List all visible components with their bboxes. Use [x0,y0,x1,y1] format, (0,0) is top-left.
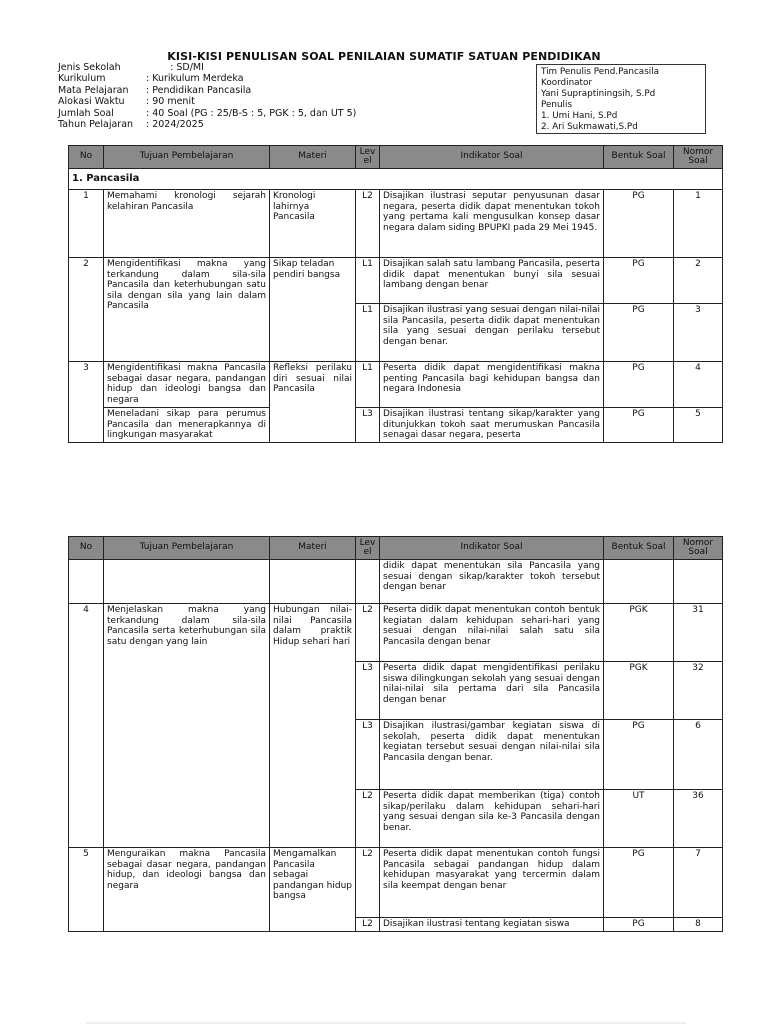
cell-level: L3 [356,408,380,443]
cell-materi [270,560,356,604]
cell-tujuan [104,560,270,604]
cell-nomor: 5 [674,408,723,443]
cell-materi: Refleksi perilaku diri sesuai nilai Pancasila [270,362,356,443]
cell-level: L1 [356,362,380,408]
document-meta [58,62,356,130]
cell-indikator: Peserta didik dapat mengidentifikasi perilaku siswa dilingkungan sekolah yang sesuai dengan nilai-nilai sila pertama dari sila Pancasila dengan benar [380,662,604,720]
cell-materi: Mengamalkan Pancasila sebagai pandangan hidup bangsa [270,848,356,932]
page-title: KISI-KISI PENULISAN SOAL PENILAIAN SUMATIF SATUAN PENDIDIKAN [167,50,601,63]
table-row [69,258,723,304]
cell-tujuan: Memahami kronologi sejarah kelahiran Pancasila [104,190,270,258]
col-bentuk: Bentuk Soal [604,146,674,169]
cell-indikator: Peserta didik dapat menentukan contoh bentuk kegiatan dalam kehidupan sehari-hari yang sesuai dengan nilai-nilai salah satu sila Pancasila dengan benar [380,604,604,662]
cell-indikator: Disajikan ilustrasi yang sesuai dengan nilai-nilai sila Pancasila, peserta didik dapat menentukan sila yang sesuai dengan perilaku tersebut dengan benar. [380,304,604,362]
cell-tujuan: Menjelaskan makna yang terkandung dalam sila-sila Pancasila serta keterhubungan sila satu dengan yang lain [104,604,270,848]
cell-bentuk: PG [604,258,674,304]
cell-level: L2 [356,604,380,662]
cell-bentuk: PG [604,190,674,258]
cell-bentuk: PG [604,720,674,790]
cell-bentuk: PG [604,362,674,408]
cell-tujuan: Mengidentifikasi makna yang terkandung dalam sila-sila Pancasila dan keterhubungan satu sila dengan sila yang lain dalam Pancasila [104,258,270,362]
cell-level: L2 [356,190,380,258]
section-row [69,169,723,190]
cell-nomor: 32 [674,662,723,720]
cell-level: L1 [356,258,380,304]
cell-indikator: Disajikan ilustrasi/gambar kegiatan siswa di sekolah, peserta didik dapat menentukan kegiatan tersebut sesuai dengan nilai-nilai sila Pancasila dengan benar. [380,720,604,790]
meta-subject: Mata Pelajaran : Pendidikan Pancasila [58,84,252,96]
cell-no: 2 [69,258,104,362]
cell-level: L2 [356,918,380,932]
team-line: Koordinator [541,78,592,88]
cell-nomor: 7 [674,848,723,918]
cell-materi: Kronologi lahirnya Pancasila [270,190,356,258]
col-materi: Materi [270,537,356,560]
cell-level: L3 [356,720,380,790]
team-line: 1. Umi Hani, S.Pd [541,111,618,121]
cell-nomor: 36 [674,790,723,848]
cell-no: 4 [69,604,104,848]
cell-indikator: didik dapat menentukan sila Pancasila yang sesuai dengan sikap/karakter tokoh tersebut dengan benar [380,560,604,604]
meta-time: Alokasi Waktu : 90 menit [58,96,195,108]
cell-bentuk: PG [604,304,674,362]
col-indikator: Indikator Soal [380,537,604,560]
col-tujuan: Tujuan Pembelajaran [104,146,270,169]
col-bentuk: Bentuk Soal [604,537,674,560]
cell-indikator: Disajikan ilustrasi seputar penyusunan dasar negara, peserta didik dapat menentukan tokoh yang pertama kali mengusulkan konsep dasar negara dalam siding BPUPKI pada 29 Mei 1945. [380,190,604,258]
cell-indikator: Peserta didik dapat mengidentifikasi makna penting Pancasila bagi kehidupan bangsa dan negara Indonesia [380,362,604,408]
cell-indikator: Disajikan salah satu lambang Pancasila, peserta didik dapat menentukan bunyi sila sesuai lambang dengan benar [380,258,604,304]
table-row [69,848,723,918]
cell-level: L1 [356,304,380,362]
cell-tujuan: Menguraikan makna Pancasila sebagai dasar negara, pandangan hidup, dan ideologi bangsa dan negara [104,848,270,932]
cell-bentuk: PG [604,848,674,918]
team-line: 2. Ari Sukmawati,S.Pd [541,122,638,132]
cell-level [356,560,380,604]
cell-nomor: 2 [674,258,723,304]
grid-table-page-1 [68,145,723,443]
col-no: No [69,146,104,169]
cell-indikator: Disajikan ilustrasi tentang sikap/karakter yang ditunjukkan tokoh saat merumuskan Pancasila senagai dasar negara, peserta [380,408,604,443]
cell-materi: Hubungan nilai-nilai Pancasila dalam praktik Hidup sehari hari [270,604,356,848]
table-row [69,604,723,662]
col-level: Lev el [356,537,380,560]
cell-no: 1 [69,190,104,258]
meta-school-year: Tahun Pelajaran : 2024/2025 [58,119,204,131]
cell-no: 3 [69,362,104,443]
cell-nomor: 4 [674,362,723,408]
section-title: 1. Pancasila [69,169,723,190]
team-line: Yani Supraptiningsih, S.Pd [541,89,656,99]
grid-table-page-2 [68,536,723,932]
col-nomor: Nomor Soal [674,537,723,560]
cell-indikator: Disajikan ilustrasi tentang kegiatan siswa [380,918,604,932]
meta-curriculum: Kurikulum : Kurikulum Merdeka [58,73,244,85]
cell-materi: Sikap teladan pendiri bangsa [270,258,356,362]
cell-nomor: 1 [674,190,723,258]
cell-nomor: 6 [674,720,723,790]
table-row [69,560,723,604]
cell-bentuk: PGK [604,604,674,662]
cell-level: L3 [356,662,380,720]
cell-nomor: 31 [674,604,723,662]
cell-indikator: Peserta didik dapat memberikan (tiga) contoh sikap/perilaku dalam kehidupan sehari-hari yang sesuai dengan sila ke-3 Pancasila dengan benar. [380,790,604,848]
cell-tujuan: Meneladani sikap para perumus Pancasila dan menerapkannya di lingkungan masyarakat [104,408,270,443]
cell-no [69,560,104,604]
col-level: Lev el [356,146,380,169]
cell-tujuan: Mengidentifikasi makna Pancasila sebagai dasar negara, pandangan hidup dan ideologi bangsa dan negara [104,362,270,408]
cell-nomor: 8 [674,918,723,932]
cell-bentuk: PGK [604,662,674,720]
cell-bentuk [604,560,674,604]
team-line: Penulis [541,100,573,110]
cell-bentuk: UT [604,790,674,848]
cell-no: 5 [69,848,104,932]
table-header-row [69,537,723,560]
cell-bentuk: PG [604,918,674,932]
table-row [69,190,723,258]
meta-question-count: Jumlah Soal : 40 Soal (PG : 25/B-S : 5, PGK : 5, dan UT 5) [58,107,357,119]
cell-indikator: Peserta didik dapat menentukan contoh fungsi Pancasila sebagai pandangan hidup dalam kehidupan masyarakat yang tercermin dalam sila keempat dengan benar [380,848,604,918]
col-materi: Materi [270,146,356,169]
cell-bentuk: PG [604,408,674,443]
cell-nomor [674,560,723,604]
col-indikator: Indikator Soal [380,146,604,169]
table-row [69,362,723,408]
col-nomor: Nomor Soal [674,146,723,169]
cell-level: L2 [356,848,380,918]
meta-school-type: Jenis Sekolah : SD/MI [58,62,204,73]
table-row [69,408,723,443]
cell-level: L2 [356,790,380,848]
col-no: No [69,537,104,560]
table-header-row [69,146,723,169]
writer-team-box [536,64,706,134]
col-tujuan: Tujuan Pembelajaran [104,537,270,560]
team-line: Tim Penulis Pend.Pancasila [541,67,660,77]
cell-nomor: 3 [674,304,723,362]
